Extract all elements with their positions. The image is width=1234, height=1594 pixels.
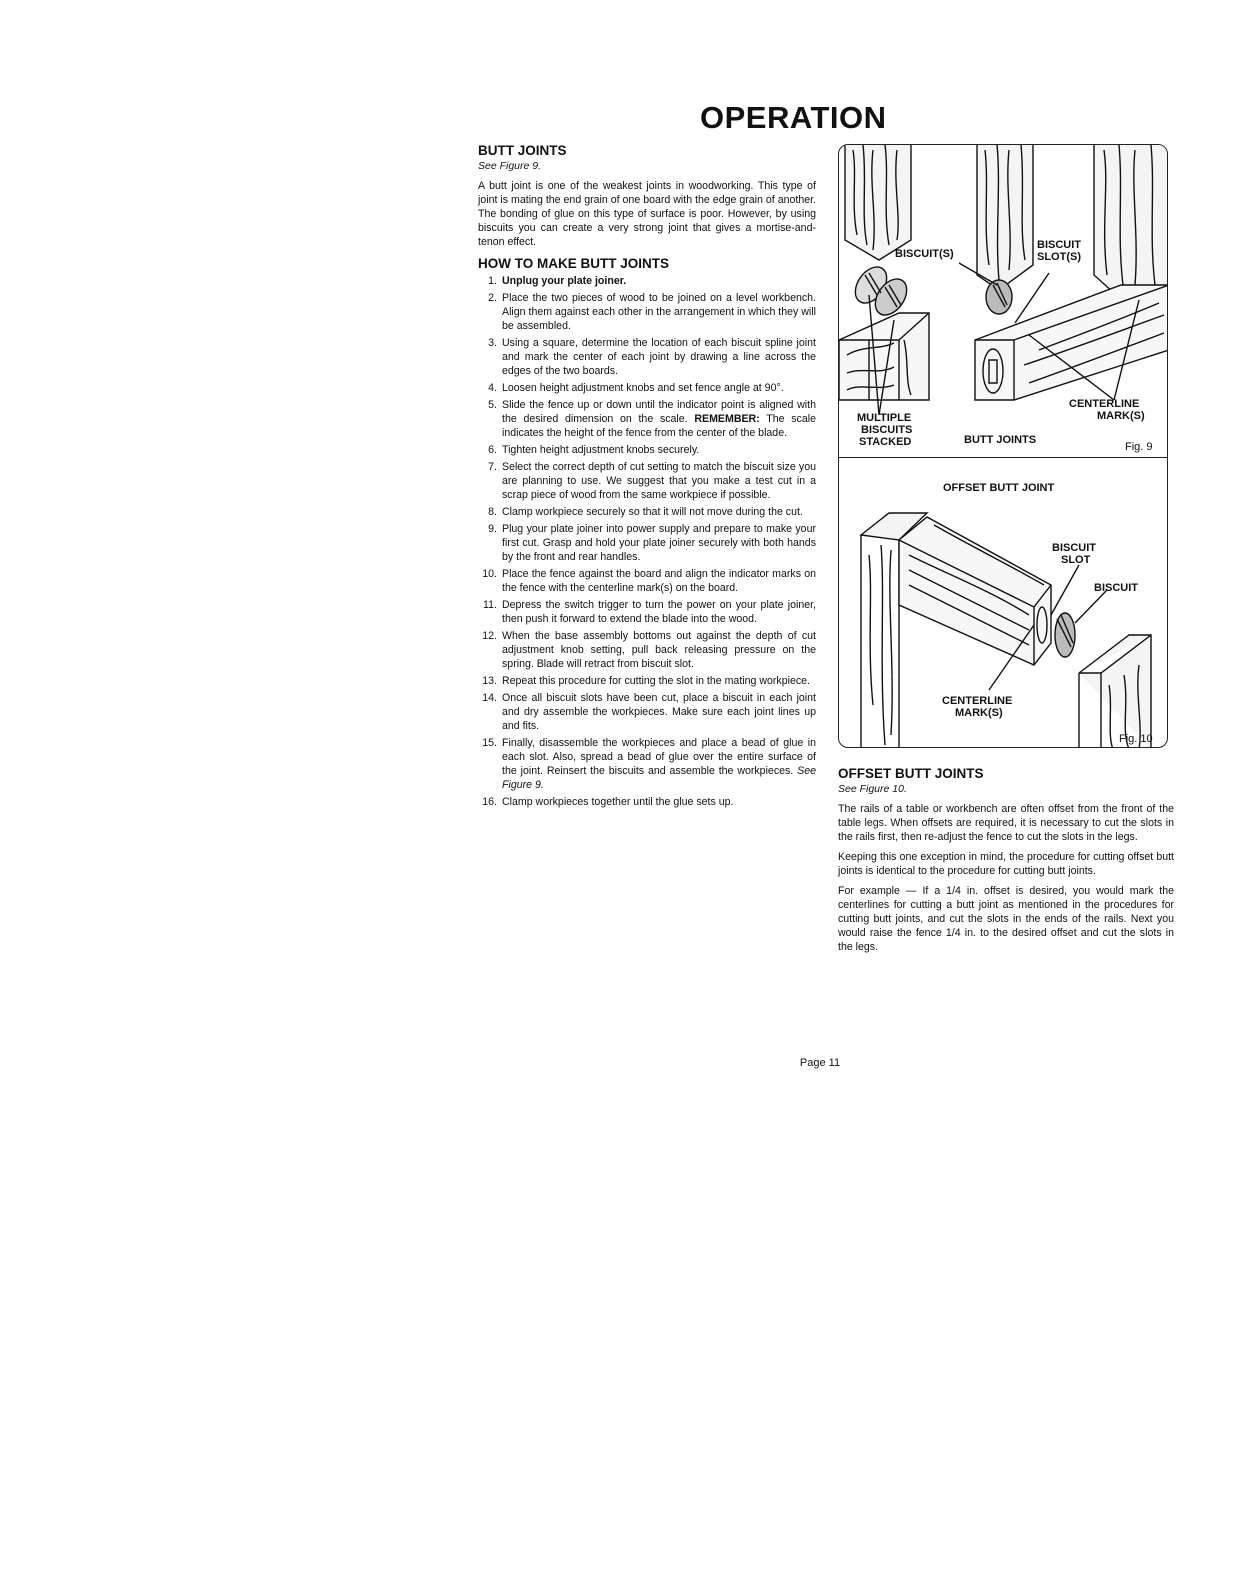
label-fig10-centerline-1: CENTERLINE	[942, 695, 1013, 707]
figure-9-drawing	[839, 145, 1168, 415]
figure-divider	[839, 457, 1167, 458]
fig-10-title: OFFSET BUTT JOINT	[943, 482, 1055, 494]
step-item: 6. Tighten height adjustment knobs securely.	[488, 444, 700, 456]
label-centerline-1: CENTERLINE	[1069, 398, 1140, 410]
label-centerline-2: MARK(S)	[1097, 410, 1145, 422]
step-item: 11. Depress the switch trigger to turn the power on your plate joiner, then push it forward to extend the blade into the wood.	[483, 599, 816, 625]
step-item: 2. Place the two pieces of wood to be joined on a level workbench. Align them against each other in the arrangement in which they will be assembled.	[488, 292, 816, 332]
offset-heading: OFFSET BUTT JOINTS	[838, 766, 984, 781]
label-fig10-centerline-2: MARK(S)	[955, 707, 1003, 719]
step-item: 12. When the base assembly bottoms out against the depth of cut adjustment knob setting, pull back releasing pressure on the spring. Blade will retract from biscuit slot.	[482, 630, 816, 670]
fig-10-caption: Fig. 10	[1119, 733, 1153, 745]
label-multiple-2: BISCUITS	[861, 424, 913, 436]
left-column	[478, 142, 816, 812]
label-biscuit: BISCUIT	[1094, 582, 1138, 594]
label-biscuits: BISCUIT(S)	[895, 248, 954, 260]
step-item: 15. Finally, disassemble the workpieces and place a bead of glue in each slot. Also, spread a bead of glue over the entire surface of the joint. Reinsert the biscuits and assemble the workpieces. See Figure 9.	[482, 737, 816, 791]
label-butt-joints: BUTT JOINTS	[964, 434, 1037, 446]
step-item: 1. Unplug your plate joiner.	[488, 275, 627, 287]
label-biscuit-slots-2: SLOT(S)	[1037, 251, 1081, 263]
page-title: OPERATION	[700, 100, 887, 135]
page-number: Page 11	[799, 1057, 841, 1069]
step-item: 13. Repeat this procedure for cutting the slot in the mating workpiece.	[482, 675, 810, 687]
offset-paragraph-1: The rails of a table or workbench are often offset from the front of the table legs. When offsets are required, it is necessary to cut the slots in the rails first, then re-adjust the fence to cut the slots in the legs.	[838, 803, 1174, 843]
butt-joints-heading: BUTT JOINTS	[478, 143, 567, 158]
label-biscuit-slot-2: SLOT	[1061, 554, 1091, 566]
offset-paragraph-3: For example — If a 1/4 in. offset is desired, you would mark the centerlines for cutting a butt joint as mentioned in the procedures for cutting butt joints, and cut the slots in the ends of the rails. Next you would raise the fence 1/4 in. to the desired offset and cut the slots in the legs.	[838, 885, 1174, 953]
steps-list	[478, 274, 816, 809]
figure-10-drawing	[861, 513, 1151, 748]
step-item: 8. Clamp workpiece securely so that it will not move during the cut.	[488, 506, 803, 518]
step-item: 3. Using a square, determine the location of each biscuit spline joint and mark the center of each joint by drawing a line across the edges of the two boards.	[488, 337, 816, 377]
label-multiple-3: STACKED	[859, 436, 912, 448]
step-item: 4. Loosen height adjustment knobs and set fence angle at 90°.	[488, 382, 784, 394]
offset-paragraph-2: Keeping this one exception in mind, the procedure for cutting offset butt joints is identical to the procedure for cutting butt joints.	[838, 851, 1174, 877]
figure-box	[838, 144, 1168, 748]
step-item: 16. Clamp workpieces together until the glue sets up.	[482, 796, 734, 808]
step-item: 5. Slide the fence up or down until the indicator point is aligned with the desired dimension on the scale. REMEMBER: The scale indicates the height of the fence from the center of the blade.	[488, 399, 816, 439]
right-column	[838, 765, 1174, 960]
step-item: 9. Plug your plate joiner into power supply and prepare to make your first cut. Grasp and hold your plate joiner securely with both hands by the front and rear handles.	[488, 523, 816, 563]
fig-9-caption: Fig. 9	[1125, 441, 1153, 453]
butt-joints-intro: A butt joint is one of the weakest joints in woodworking. This type of joint is mating the end grain of one board with the edge grain of another. The bonding of glue on this type of surface is poor. However, by using biscuits you can create a very strong joint that gives a mortise-and-tenon effect.	[478, 180, 816, 248]
see-figure-9: See Figure 9.	[478, 160, 542, 172]
step-item: 14. Once all biscuit slots have been cut, place a biscuit in each joint and dry assemble the workpieces. Make sure each joint lines up and fits.	[482, 692, 816, 732]
how-to-heading: HOW TO MAKE BUTT JOINTS	[478, 256, 669, 271]
label-multiple-1: MULTIPLE	[857, 412, 912, 424]
step-item: 7. Select the correct depth of cut setting to match the biscuit size you are planning to use. We suggest that you make a test cut in a scrap piece of wood from the same workpiece if possible.	[488, 461, 816, 501]
label-biscuit-slots-1: BISCUIT	[1037, 239, 1081, 251]
step-item: 10. Place the fence against the board and align the indicator marks on the fence with the centerline mark(s) on the board.	[482, 568, 816, 594]
see-figure-10: See Figure 10.	[838, 783, 907, 795]
label-biscuit-slot-1: BISCUIT	[1052, 542, 1096, 554]
